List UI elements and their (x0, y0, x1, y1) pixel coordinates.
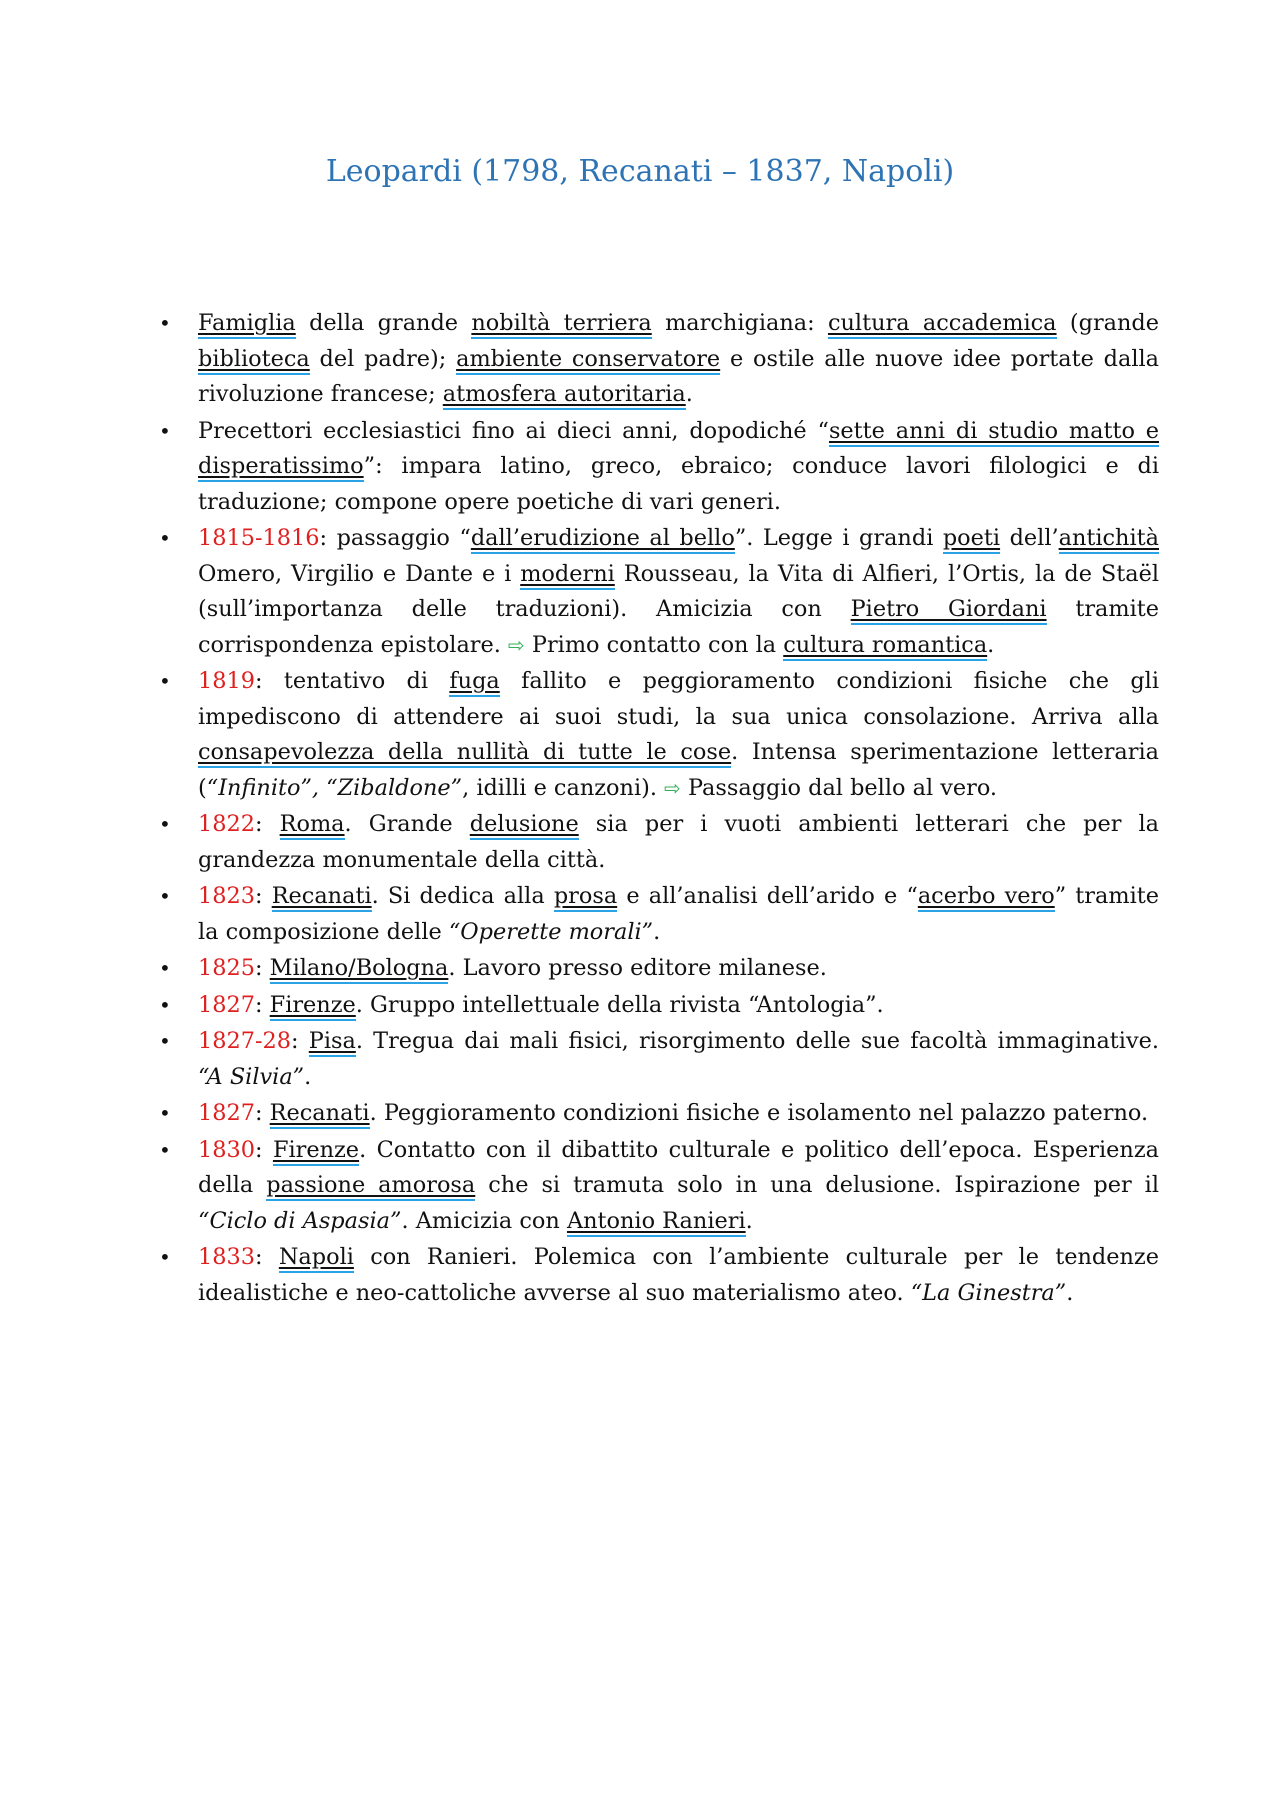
highlighted-term: delusione (470, 811, 579, 840)
highlighted-term: Napoli (279, 1244, 354, 1273)
list-item (147, 1133, 1159, 1240)
text-fragment: . (987, 631, 995, 658)
text-fragment: Primo contatto con la (524, 631, 784, 658)
year-label: 1825 (198, 955, 255, 981)
year-label: 1830 (198, 1136, 255, 1163)
text-fragment: e all’analisi dell’arido e “ (617, 883, 918, 909)
work-title: “Operette morali” (448, 918, 654, 945)
text-fragment: : (254, 991, 270, 1018)
highlighted-term: passione amorosa (266, 1172, 475, 1201)
text-fragment: : (254, 1244, 279, 1270)
highlighted-term: poeti (943, 525, 1000, 554)
year-label: 1823 (198, 883, 255, 909)
list-item (147, 807, 1159, 878)
text-fragment: sia per i vuoti ambienti letterari che per la grandezza monumentale della città. (198, 811, 1160, 873)
text-fragment: : (254, 1136, 273, 1163)
year-label: 1827 (198, 991, 255, 1018)
text-fragment: del padre); (309, 345, 457, 372)
bullet-list (147, 306, 1159, 1312)
text-fragment: fallito e peggioramento condizioni fisiche che gli impediscono di attendere ai suoi studi, la sua unica consolazione. Arriva alla (198, 668, 1159, 730)
work-title: “La Ginestra” (910, 1279, 1067, 1306)
list-item (147, 414, 1159, 521)
text-fragment: . Amicizia con (401, 1207, 567, 1234)
work-title: “Ciclo di Aspasia” (198, 1207, 402, 1234)
text-fragment: . (653, 918, 661, 945)
text-fragment: . Si dedica alla (371, 883, 554, 909)
highlighted-term: Milano/Bologna (270, 955, 449, 984)
text-fragment: , idilli e canzoni). (462, 774, 665, 801)
text-fragment: . (745, 1207, 753, 1234)
text-fragment: ”. Legge i grandi (734, 525, 943, 551)
text-fragment: . (685, 381, 693, 407)
highlighted-term: Antonio Ranieri (567, 1208, 746, 1237)
page-title: Leopardi (1798, Recanati – 1837, Napoli) (325, 154, 955, 189)
text-fragment: : tentativo di (254, 668, 450, 694)
text-fragment: tramite corrispondenza epistolare. (198, 596, 1160, 658)
highlighted-term: biblioteca (198, 346, 310, 375)
highlighted-term: ambiente conservatore (456, 346, 720, 375)
list-item (147, 521, 1159, 663)
highlighted-term: moderni (520, 561, 615, 590)
year-label: 1822 (198, 811, 255, 837)
text-fragment: e ostile alle nuove idee portate dalla rivoluzione francese; (198, 345, 1159, 407)
text-fragment: : (254, 955, 270, 981)
right-arrow-icon: ⇨ (508, 632, 525, 657)
year-label: 1819 (198, 668, 255, 694)
year-label: 1827-28 (198, 1028, 292, 1054)
text-fragment: della grande (295, 310, 472, 336)
text-fragment: . Intensa sperimentazione letteraria ( (198, 739, 1159, 801)
text-fragment: Omero, Virgilio e Dante e i (198, 560, 521, 587)
list-item (147, 1096, 1159, 1132)
highlighted-term: Pietro Giordani (851, 596, 1047, 625)
highlighted-term: sette anni di studio matto e disperatissimo (198, 418, 1159, 483)
highlighted-term: consapevolezza della nullità di tutte le cose (198, 739, 731, 768)
text-fragment: ” tramite la composizione delle (198, 883, 1159, 945)
text-fragment: . (304, 1063, 312, 1090)
highlighted-term: Firenze (273, 1137, 359, 1166)
text-fragment: : (254, 1100, 270, 1126)
text-fragment: marchigiana: (651, 310, 828, 336)
text-fragment: : passaggio “ (319, 525, 471, 551)
text-fragment: con Ranieri. Polemica con l’ambiente culturale per le tendenze idealistiche e neo-cattoliche avverse al suo materialismo ateo. (198, 1244, 1159, 1306)
year-label: 1815-1816 (198, 525, 320, 551)
highlighted-term: atmosfera autoritaria (443, 381, 686, 410)
text-fragment: Rousseau, la Vita di Alfieri, l’Ortis, la de Staël (sull’importanza delle traduzioni). Amicizia con (198, 560, 1159, 622)
highlighted-term: cultura accademica (828, 310, 1057, 339)
highlighted-term: Famiglia (198, 310, 296, 339)
text-fragment: che si tramuta solo in una delusione. Ispirazione per il (475, 1172, 1160, 1198)
highlighted-term: Roma (280, 811, 345, 840)
text-fragment: Passaggio dal bello al vero. (680, 774, 998, 801)
list-item (147, 951, 1159, 987)
list-item (147, 879, 1159, 950)
text-fragment: dell’ (1000, 525, 1059, 551)
text-fragment: . (1066, 1279, 1074, 1306)
list-item (147, 988, 1159, 1024)
text-fragment: . Tregua dai mali fisici, risorgimento delle sue facoltà immaginative. (355, 1028, 1159, 1054)
highlighted-term: dall’erudizione al bello (471, 525, 735, 554)
list-item (147, 1240, 1159, 1311)
highlighted-term: Firenze (270, 992, 356, 1021)
highlighted-term: Recanati (270, 1100, 370, 1129)
text-fragment: (grande (1056, 310, 1159, 336)
right-arrow-icon: ⇨ (664, 775, 681, 800)
highlighted-term: nobiltà terriera (471, 310, 651, 339)
text-fragment: : (254, 811, 280, 837)
text-fragment: : (291, 1028, 309, 1054)
text-fragment: Precettori ecclesiastici fino ai dieci anni, dopodiché “ (198, 417, 829, 444)
highlighted-term: Pisa (309, 1028, 356, 1057)
highlighted-term: prosa (554, 883, 617, 912)
year-label: 1827 (198, 1100, 255, 1126)
list-item (147, 664, 1159, 806)
list-item (147, 306, 1159, 413)
year-label: 1833 (198, 1244, 255, 1270)
text-fragment: . Lavoro presso editore milanese. (448, 955, 827, 981)
work-title: “Infinito”, “Zibaldone” (206, 774, 463, 801)
highlighted-term: cultura romantica (783, 632, 987, 661)
text-fragment: . Contatto con il dibattito culturale e politico dell’epoca. Esperienza della (198, 1136, 1159, 1198)
highlighted-term: Recanati (272, 883, 372, 912)
text-fragment: . Gruppo intellettuale della rivista “Antologia”. (355, 991, 884, 1018)
text-fragment: ”: impara latino, greco, ebraico; conduce lavori filologici e di traduzione; compone opere poetiche di vari generi. (198, 453, 1159, 515)
text-fragment: : (254, 883, 272, 909)
text-fragment: . Peggioramento condizioni fisiche e isolamento nel palazzo paterno. (369, 1100, 1149, 1126)
text-fragment: . Grande (344, 811, 470, 837)
highlighted-term: acerbo vero (918, 883, 1055, 912)
list-item (147, 1024, 1159, 1095)
highlighted-term: antichità (1059, 525, 1159, 554)
highlighted-term: fuga (449, 668, 499, 697)
work-title: “A Silvia” (198, 1063, 305, 1090)
